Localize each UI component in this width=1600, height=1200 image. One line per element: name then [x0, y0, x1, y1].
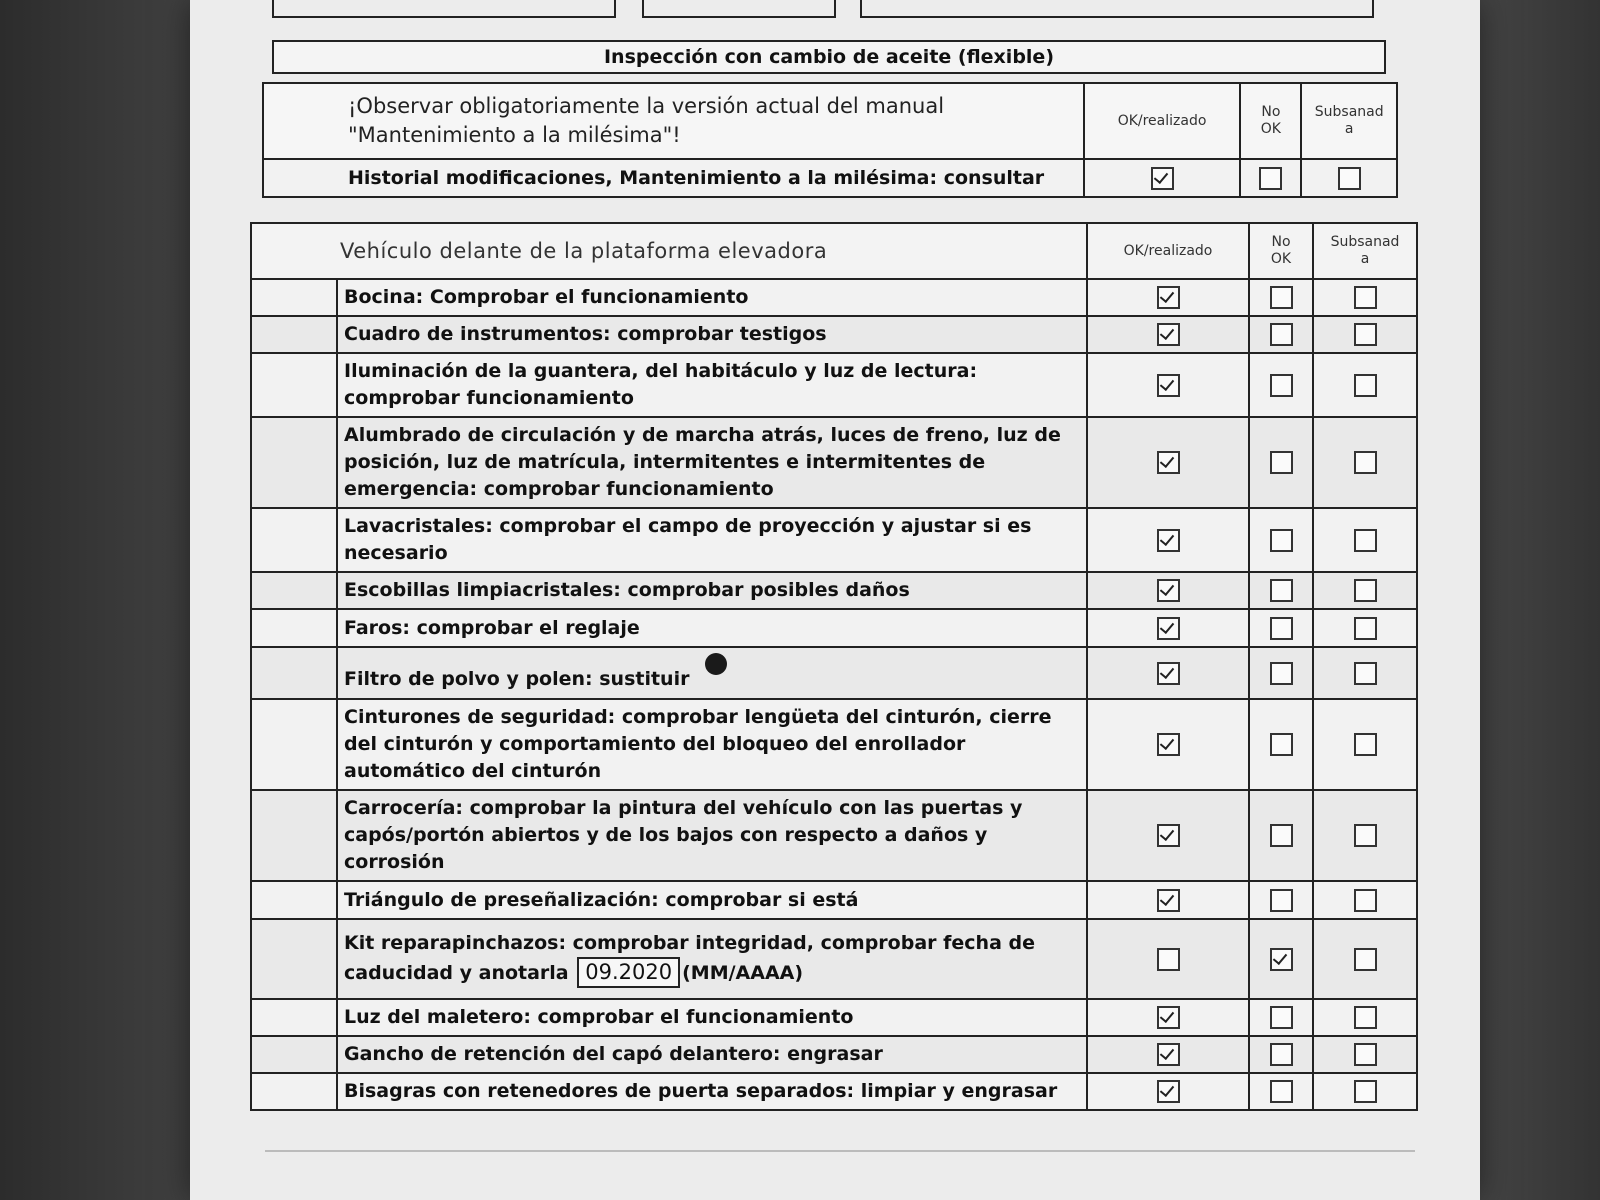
- checklist-row: [251, 1036, 1417, 1073]
- checklist-item-cell: [337, 790, 1087, 881]
- checkbox-nook[interactable]: [1270, 451, 1293, 474]
- checkbox-sub[interactable]: [1354, 733, 1377, 756]
- checkbox-cell-ok: [1087, 699, 1249, 790]
- checklist-row: [251, 919, 1417, 999]
- bottom-rule: [265, 1150, 1415, 1152]
- checklist-item-label: Cuadro de instrumentos: comprobar testigos: [344, 323, 827, 345]
- checklist-item-cell: [337, 1036, 1087, 1073]
- checkbox-cell-nook: [1249, 1036, 1313, 1073]
- checklist-row: [251, 1073, 1417, 1110]
- checkbox-sub[interactable]: [1354, 286, 1377, 309]
- checkbox-sub[interactable]: [1354, 824, 1377, 847]
- vehicle-checklist-table: [250, 222, 1418, 1111]
- checklist-item-label: Lavacristales: comprobar el campo de proyección y ajustar si es necesario: [344, 515, 1032, 564]
- checklist-item-cell: [337, 609, 1087, 647]
- col-sub-line-1: Subsanad: [1314, 104, 1384, 120]
- row-gutter: [251, 279, 337, 316]
- checkbox-nook[interactable]: [1270, 529, 1293, 552]
- checkbox-ok[interactable]: [1157, 617, 1180, 640]
- col-nook-line-2: OK: [1260, 121, 1281, 137]
- row-gutter: [251, 572, 337, 609]
- checkbox-cell-nook: [1249, 1073, 1313, 1110]
- checkbox-sub[interactable]: [1354, 579, 1377, 602]
- checklist-item-cell: [337, 1073, 1087, 1110]
- checklist-item-cell: [337, 999, 1087, 1036]
- checklist-item-label: Luz del maletero: comprobar el funcionamiento: [344, 1006, 854, 1028]
- checkbox-history-ok[interactable]: [1151, 167, 1174, 190]
- checklist-items: [251, 279, 1417, 1110]
- checkbox-cell-sub: [1313, 919, 1417, 999]
- checkbox-cell-sub: [1313, 647, 1417, 699]
- col-nook-header: [1240, 83, 1301, 159]
- checkbox-cell-ok: [1087, 881, 1249, 919]
- section-title: Inspección con cambio de aceite (flexible): [272, 40, 1386, 74]
- checklist-item-label: Bocina: Comprobar el funcionamiento: [344, 286, 749, 308]
- checkbox-cell-ok: [1087, 316, 1249, 353]
- checkbox-nook[interactable]: [1270, 286, 1293, 309]
- date-format-hint: (MM/AAAA): [682, 962, 804, 984]
- checkbox-cell-sub: [1313, 572, 1417, 609]
- history-row-label: Historial modificaciones, Mantenimiento a la milésima: consultar: [263, 159, 1084, 197]
- col-nook-line-1: No: [1261, 104, 1281, 120]
- checkbox-nook[interactable]: [1270, 1080, 1293, 1103]
- checkbox-ok[interactable]: [1157, 374, 1180, 397]
- checklist-row: [251, 647, 1417, 699]
- checklist-row: [251, 279, 1417, 316]
- checkbox-nook[interactable]: [1270, 579, 1293, 602]
- manual-note-table: [262, 82, 1398, 198]
- checkbox-cell-nook: [1249, 279, 1313, 316]
- checklist-row: [251, 508, 1417, 572]
- checklist-item-label: Triángulo de preseñalización: comprobar si está: [344, 888, 859, 911]
- checkbox-cell-nook: [1249, 999, 1313, 1036]
- checkbox-ok[interactable]: [1157, 824, 1180, 847]
- row-gutter: [251, 609, 337, 647]
- checkbox-cell-nook: [1249, 508, 1313, 572]
- ink-dot-icon: [705, 653, 727, 675]
- checklist-row: [251, 699, 1417, 790]
- checkbox-ok[interactable]: [1157, 662, 1180, 685]
- checkbox-sub[interactable]: [1354, 1043, 1377, 1066]
- checkbox-cell-ok: [1087, 417, 1249, 508]
- col-sub-header-2: [1313, 223, 1417, 279]
- checkbox-ok[interactable]: [1157, 323, 1180, 346]
- checkbox-cell-ok: [1087, 609, 1249, 647]
- checkbox-ok[interactable]: [1157, 1043, 1180, 1066]
- checkbox-ok[interactable]: [1157, 1080, 1180, 1103]
- checklist-item-cell: [337, 572, 1087, 609]
- checkbox-sub[interactable]: [1354, 529, 1377, 552]
- checkbox-cell-ok: [1087, 999, 1249, 1036]
- checkbox-cell-sub: [1313, 353, 1417, 417]
- checkbox-nook[interactable]: [1270, 1006, 1293, 1029]
- checklist-item-label: Kit reparapinchazos: comprobar integridad, comprobar fecha de caducidad y anotarla: [344, 932, 1035, 984]
- checkbox-ok[interactable]: [1157, 948, 1180, 971]
- checklist-row: [251, 999, 1417, 1036]
- checkbox-cell-nook: [1249, 647, 1313, 699]
- checkbox-sub[interactable]: [1354, 889, 1377, 912]
- checkbox-nook[interactable]: [1270, 662, 1293, 685]
- checkbox-nook[interactable]: [1270, 374, 1293, 397]
- checklist-item-cell: [337, 316, 1087, 353]
- row-gutter: [251, 999, 337, 1036]
- checkbox-cell-ok: [1087, 508, 1249, 572]
- row-gutter: [251, 790, 337, 881]
- checkbox-cell-nook: [1249, 699, 1313, 790]
- checkbox-ok[interactable]: [1157, 1006, 1180, 1029]
- checkbox-cell-sub: [1313, 609, 1417, 647]
- history-row: [263, 159, 1397, 197]
- col-sub-header: [1301, 83, 1397, 159]
- row-gutter: [251, 316, 337, 353]
- checklist-row: [251, 316, 1417, 353]
- checklist-item-label: Gancho de retención del capó delantero: engrasar: [344, 1043, 883, 1065]
- checkbox-ok[interactable]: [1157, 451, 1180, 474]
- checklist-item-label: Alumbrado de circulación y de marcha atrás, luces de freno, luz de posición, luz de matrícula, intermitentes e intermitentes de emergencia: comprobar funcionamiento: [344, 424, 1061, 500]
- checklist-row: [251, 790, 1417, 881]
- checklist-item-cell: [337, 417, 1087, 508]
- col-sub-line-2: a: [1344, 121, 1354, 137]
- checklist-item-cell: [337, 919, 1087, 999]
- checkbox-cell-ok: [1087, 919, 1249, 999]
- checkbox-cell-nook: [1249, 417, 1313, 508]
- expiry-date-field[interactable]: 09.2020: [577, 957, 680, 988]
- checkbox-history-nook[interactable]: [1259, 167, 1282, 190]
- checklist-item-cell: [337, 881, 1087, 919]
- checkbox-nook[interactable]: [1270, 323, 1293, 346]
- checkbox-ok[interactable]: [1157, 733, 1180, 756]
- manual-note: [263, 83, 1084, 159]
- checkbox-cell-sub: [1313, 881, 1417, 919]
- row-gutter: [251, 881, 337, 919]
- checklist-item-label: Filtro de polvo y polen: sustituir: [344, 668, 690, 690]
- checkbox-sub[interactable]: [1354, 1080, 1377, 1103]
- checklist-row: [251, 353, 1417, 417]
- checkbox-cell-nook: [1249, 353, 1313, 417]
- col-nook-header-2: [1249, 223, 1313, 279]
- col-ok-header-2: OK/realizado: [1087, 223, 1249, 279]
- checkbox-nook[interactable]: [1270, 1043, 1293, 1066]
- checkbox-nook[interactable]: [1270, 948, 1293, 971]
- checkbox-cell-nook: [1249, 609, 1313, 647]
- checkbox-cell-sub: [1313, 790, 1417, 881]
- col-ok-header: OK/realizado: [1084, 83, 1241, 159]
- checkbox-nook[interactable]: [1270, 733, 1293, 756]
- checkbox-cell-ok: [1087, 353, 1249, 417]
- checkbox-sub[interactable]: [1354, 323, 1377, 346]
- row-gutter: [251, 699, 337, 790]
- checkbox-ok[interactable]: [1157, 529, 1180, 552]
- checkbox-cell-sub: [1313, 508, 1417, 572]
- checkbox-history-sub[interactable]: [1338, 167, 1361, 190]
- checkbox-sub[interactable]: [1354, 374, 1377, 397]
- col-nook-2-line-1: No: [1271, 234, 1291, 250]
- col-nook-2-line-2: OK: [1270, 251, 1292, 267]
- checkbox-cell-ok: [1087, 647, 1249, 699]
- checkbox-cell-sub: [1313, 1036, 1417, 1073]
- checklist-row: [251, 417, 1417, 508]
- col-sub-2-line-1: Subsanad: [1330, 234, 1400, 250]
- checklist-row: [251, 609, 1417, 647]
- checkbox-cell-sub: [1313, 316, 1417, 353]
- checkbox-cell-ok: [1087, 1073, 1249, 1110]
- checklist-item-label: Carrocería: comprobar la pintura del vehículo con las puertas y capós/portón abiertos y de los bajos con respecto a daños y corrosión: [344, 797, 1023, 873]
- checkbox-sub[interactable]: [1354, 948, 1377, 971]
- manual-note-line-1: ¡Observar obligatoriamente la versión actual del manual: [348, 94, 945, 118]
- manual-note-line-2: "Mantenimiento a la milésima"!: [348, 123, 681, 147]
- checklist-row: [251, 881, 1417, 919]
- checkbox-sub[interactable]: [1354, 617, 1377, 640]
- checkbox-cell-nook: [1249, 572, 1313, 609]
- checkbox-sub[interactable]: [1354, 1006, 1377, 1029]
- checkbox-nook[interactable]: [1270, 617, 1293, 640]
- checklist-item-cell: [337, 508, 1087, 572]
- checkbox-cell-ok: [1087, 279, 1249, 316]
- checklist-item-label: Escobillas limpiacristales: comprobar posibles daños: [344, 579, 910, 601]
- checkbox-cell-nook: [1249, 790, 1313, 881]
- checkbox-ok[interactable]: [1157, 889, 1180, 912]
- row-gutter: [251, 508, 337, 572]
- checklist-item-cell: [337, 647, 1087, 699]
- checkbox-sub[interactable]: [1354, 662, 1377, 685]
- top-form-strip: [270, 0, 1370, 18]
- checkbox-cell-sub: [1313, 1073, 1417, 1110]
- checkbox-cell-sub: [1313, 699, 1417, 790]
- col-sub-2-line-2: a: [1360, 251, 1370, 267]
- checklist-item-cell: [337, 699, 1087, 790]
- row-gutter: [251, 647, 337, 699]
- checkbox-ok[interactable]: [1157, 286, 1180, 309]
- checklist-item-cell: [337, 279, 1087, 316]
- checklist-item-cell: [337, 353, 1087, 417]
- history-nook-cell: [1240, 159, 1301, 197]
- row-gutter: [251, 1073, 337, 1110]
- row-gutter: [251, 417, 337, 508]
- checkbox-cell-ok: [1087, 1036, 1249, 1073]
- checklist-item-label: Cinturones de seguridad: comprobar lengüeta del cinturón, cierre del cinturón y comportamiento del bloqueo del enrollador automático del cinturón: [344, 706, 1052, 782]
- checkbox-sub[interactable]: [1354, 451, 1377, 474]
- checkbox-cell-nook: [1249, 316, 1313, 353]
- checklist-item-label: Iluminación de la guantera, del habitáculo y luz de lectura: comprobar funcionamiento: [344, 360, 978, 409]
- checkbox-cell-ok: [1087, 572, 1249, 609]
- checkbox-nook[interactable]: [1270, 889, 1293, 912]
- checklist-item-label: Faros: comprobar el reglaje: [344, 616, 640, 639]
- history-ok-cell: [1084, 159, 1241, 197]
- checkbox-cell-ok: [1087, 790, 1249, 881]
- checkbox-cell-sub: [1313, 417, 1417, 508]
- vehicle-section-title: Vehículo delante de la plataforma elevadora: [251, 223, 1087, 279]
- row-gutter: [251, 919, 337, 999]
- checkbox-cell-sub: [1313, 999, 1417, 1036]
- row-gutter: [251, 1036, 337, 1073]
- history-sub-cell: [1301, 159, 1397, 197]
- checklist-row: [251, 572, 1417, 609]
- checklist-item-label: Bisagras con retenedores de puerta separados: limpiar y engrasar: [344, 1080, 1058, 1102]
- checkbox-nook[interactable]: [1270, 824, 1293, 847]
- checkbox-cell-nook: [1249, 919, 1313, 999]
- checkbox-ok[interactable]: [1157, 579, 1180, 602]
- checkbox-cell-nook: [1249, 881, 1313, 919]
- row-gutter: [251, 353, 337, 417]
- checkbox-cell-sub: [1313, 279, 1417, 316]
